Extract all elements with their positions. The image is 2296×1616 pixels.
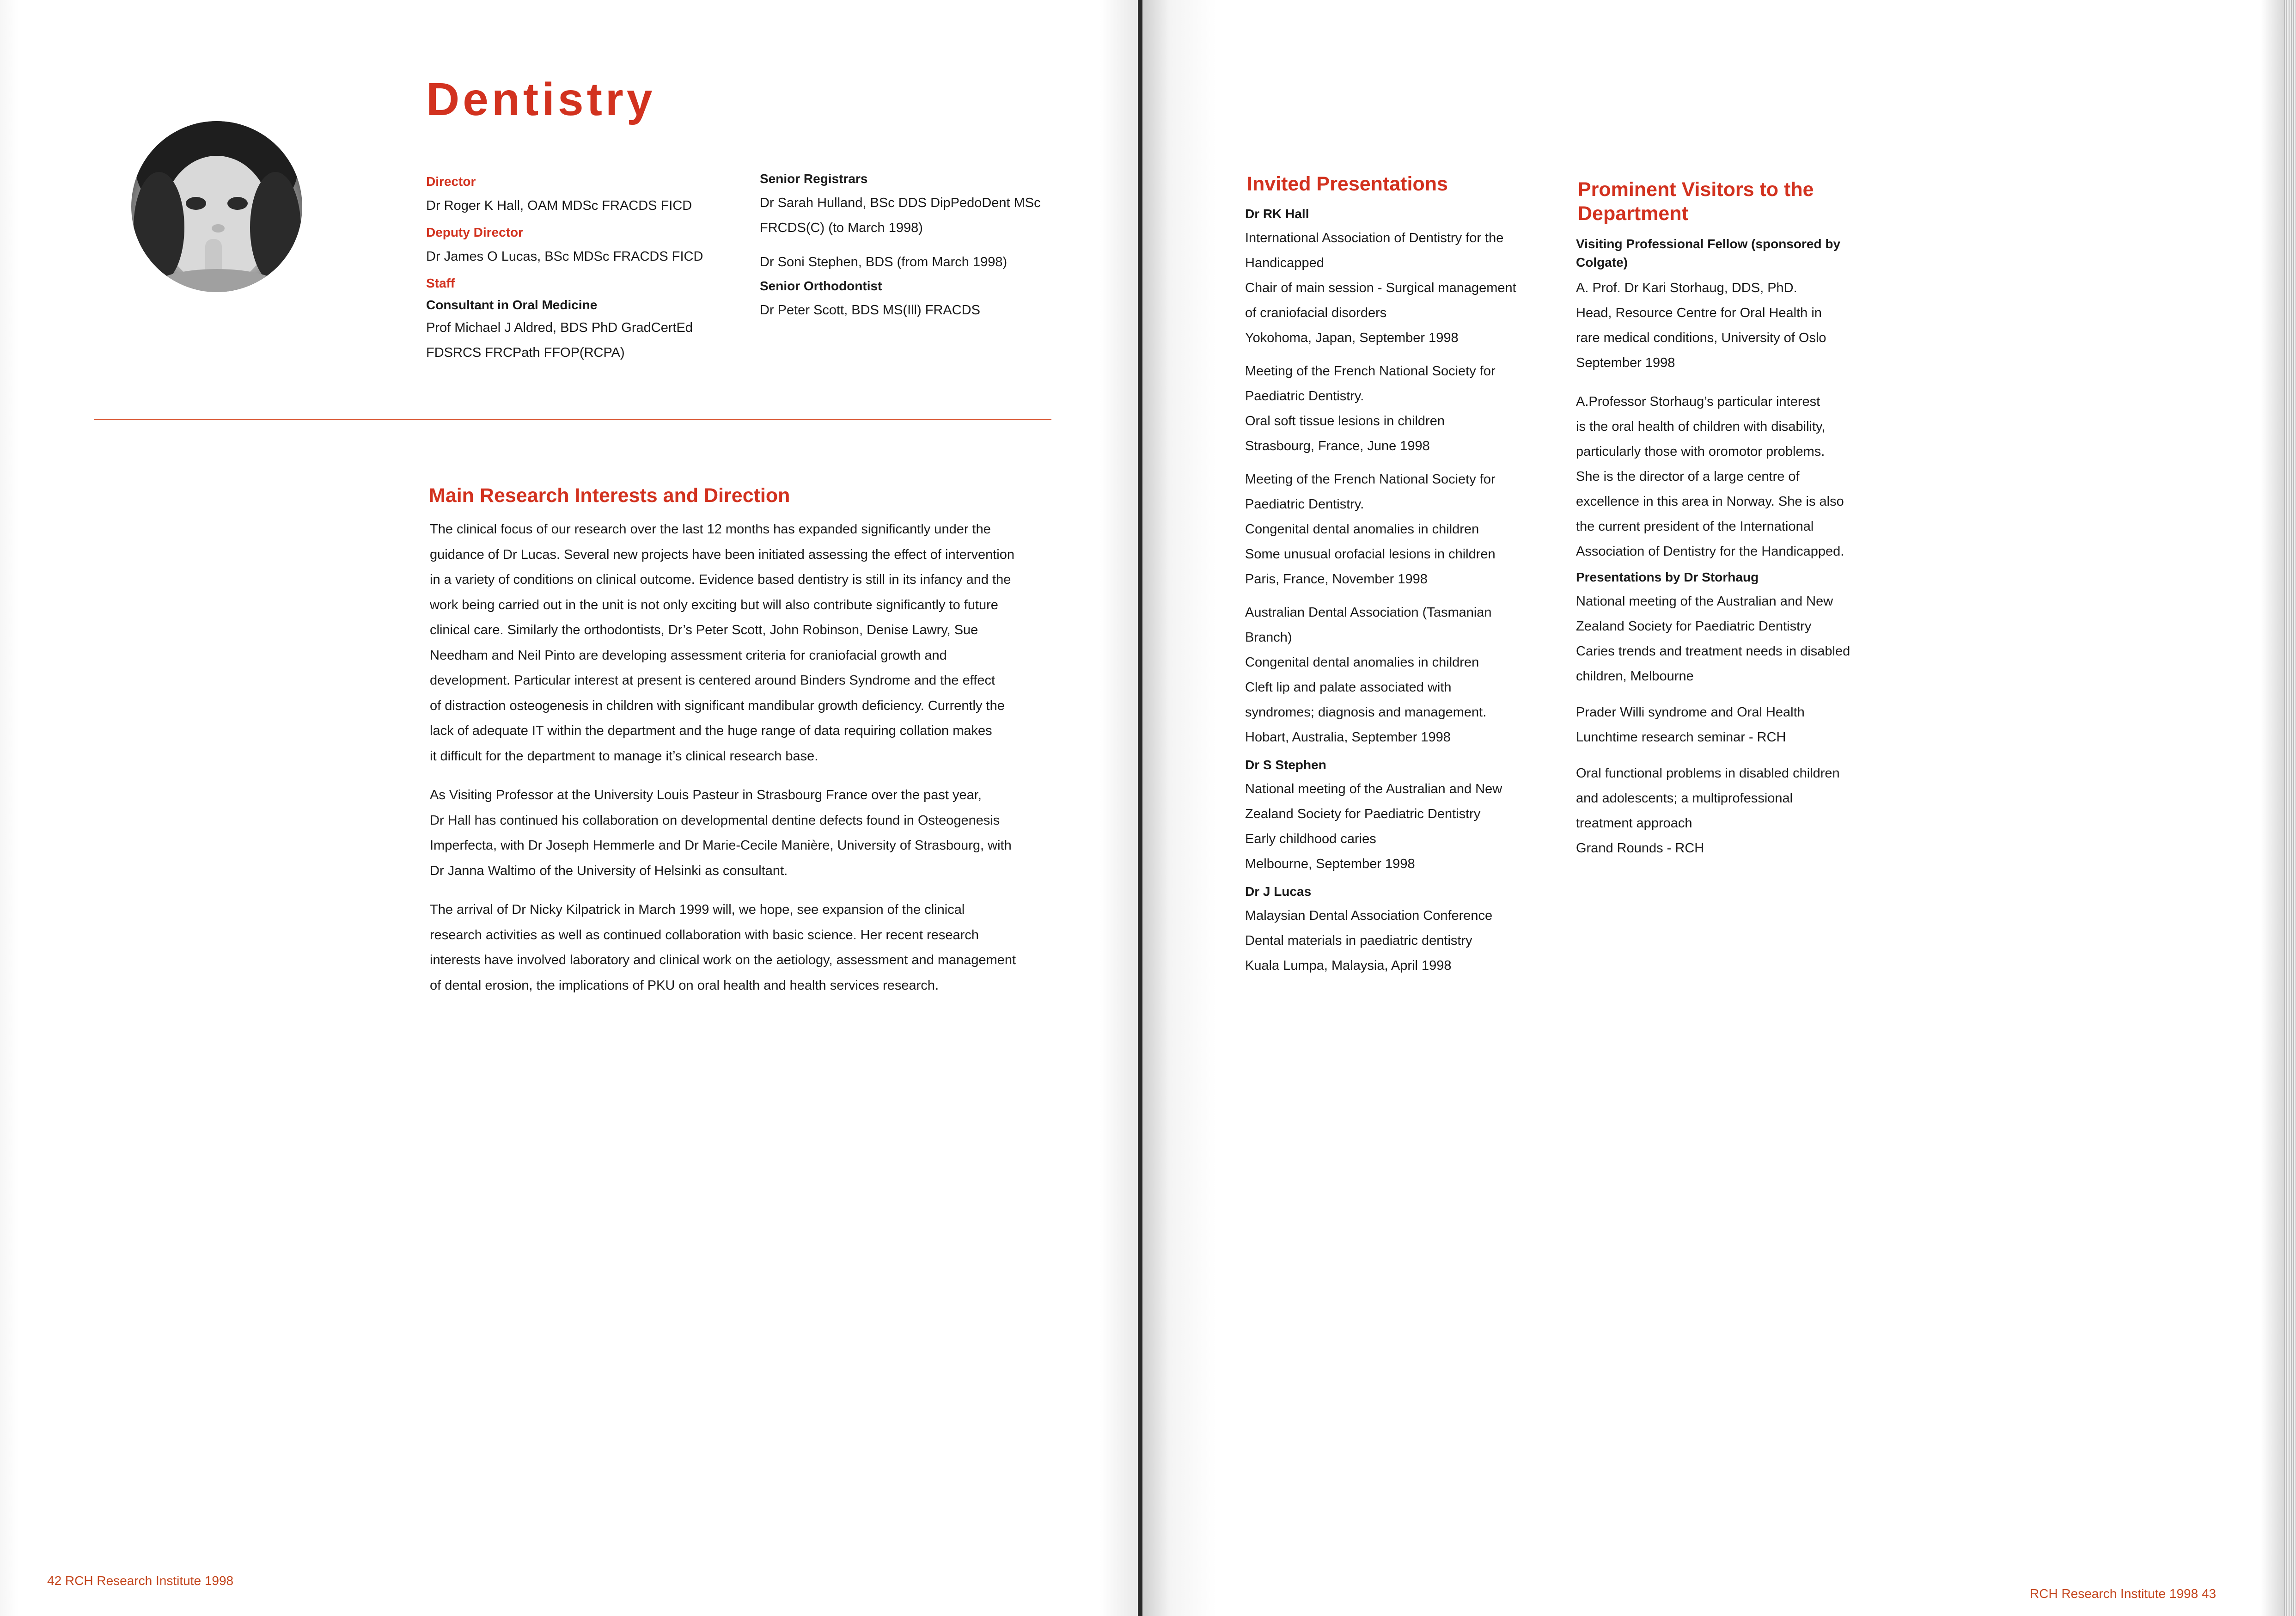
paragraph-line: The arrival of Dr Nicky Kilpatrick in March 1999 will, we hope, see expansion of the clinical bbox=[430, 902, 965, 917]
paragraph-line: interests have involved laboratory and clinical work on the aetiology, assessment and management bbox=[430, 953, 1016, 967]
director-name: Dr Roger K Hall, OAM MDSc FRACDS FICD bbox=[426, 198, 692, 213]
paragraph-line: Needham and Neil Pinto are developing assessment criteria for craniofacial growth and bbox=[430, 648, 947, 663]
presentation-line: Dental materials in paediatric dentistry bbox=[1245, 933, 1472, 948]
research-heading: Main Research Interests and Direction bbox=[429, 484, 790, 507]
invited-presentations-list bbox=[1245, 202, 1559, 978]
presentation-line: Paris, France, November 1998 bbox=[1245, 572, 1428, 587]
presentation-line: Paediatric Dentistry. bbox=[1245, 497, 1364, 512]
visitor-line: is the oral health of children with disability, bbox=[1576, 419, 1826, 434]
visitor-line: treatment approach bbox=[1576, 816, 1692, 831]
child-portrait-image bbox=[131, 121, 302, 292]
left-page bbox=[0, 0, 1138, 1616]
paragraph-line: Dr Janna Waltimo of the University of Helsinki as consultant. bbox=[430, 863, 788, 878]
visitor-line: Zealand Society for Paediatric Dentistry bbox=[1576, 619, 1812, 634]
heading-line: Prominent Visitors to the bbox=[1578, 178, 1814, 201]
presentation-line: Congenital dental anomalies in children bbox=[1245, 655, 1479, 670]
consultant-line: Prof Michael J Aldred, BDS PhD GradCertEd bbox=[426, 320, 693, 335]
book-gutter bbox=[1138, 0, 1142, 1616]
paragraph-line: research activities as well as continued collaboration with basic science. Her recent research bbox=[430, 927, 979, 943]
staff-column-right bbox=[760, 167, 1093, 323]
page-footer-left: 42 RCH Research Institute 1998 bbox=[47, 1573, 234, 1588]
section-divider bbox=[94, 419, 1051, 420]
research-body bbox=[430, 517, 1049, 998]
visitor-line: rare medical conditions, University of Oslo bbox=[1576, 331, 1826, 345]
visitor-line: A. Prof. Dr Kari Storhaug, DDS, PhD. bbox=[1576, 281, 1797, 295]
presentation-line: of craniofacial disorders bbox=[1245, 306, 1387, 320]
visitor-line: September 1998 bbox=[1576, 355, 1675, 370]
paragraph-line: development. Particular interest at present is centered around Binders Syndrome and the effect bbox=[430, 673, 995, 688]
visitor-line: A.Professor Storhaug’s particular interest bbox=[1576, 394, 1820, 409]
heading-line: Department bbox=[1578, 202, 1688, 225]
presentation-line: International Association of Dentistry for the bbox=[1245, 231, 1504, 245]
presentation-line: National meeting of the Australian and New bbox=[1245, 782, 1502, 796]
paragraph-line: Dr Hall has continued his collaboration on developmental dentine defects found in Osteogenesis bbox=[430, 813, 1000, 828]
presenter-label: Dr RK Hall bbox=[1245, 207, 1309, 221]
presentation-line: Chair of main session - Surgical management bbox=[1245, 281, 1516, 295]
senior-registrar-line: Dr Soni Stephen, BDS (from March 1998) bbox=[760, 255, 1008, 269]
presentation-line: syndromes; diagnosis and management. bbox=[1245, 705, 1487, 720]
visitor-line: Head, Resource Centre for Oral Health in bbox=[1576, 306, 1822, 320]
senior-orthodontist-label: Senior Orthodontist bbox=[760, 279, 882, 293]
staff-label: Staff bbox=[426, 276, 455, 290]
presentation-line: Congenital dental anomalies in children bbox=[1245, 522, 1479, 537]
visitor-line: Lunchtime research seminar - RCH bbox=[1576, 730, 1786, 745]
visitor-line: particularly those with oromotor problems. bbox=[1576, 444, 1825, 459]
consultant-label: Consultant in Oral Medicine bbox=[426, 298, 598, 312]
visitor-line: National meeting of the Australian and New bbox=[1576, 594, 1833, 609]
visitor-line: She is the director of a large centre of bbox=[1576, 469, 1800, 484]
presentation-line: Cleft lip and palate associated with bbox=[1245, 680, 1452, 695]
senior-registrar-line: FRCDS(C) (to March 1998) bbox=[760, 220, 923, 235]
paragraph-line: it difficult for the department to manage it’s clinical research base. bbox=[430, 748, 818, 764]
visitor-line: Caries trends and treatment needs in disabled bbox=[1576, 644, 1850, 659]
presentation-line: Meeting of the French National Society for bbox=[1245, 364, 1496, 379]
paragraph-line: of distraction osteogenesis in children with significant mandibular growth deficiency. Currently the bbox=[430, 698, 1005, 713]
senior-orthodontist-name: Dr Peter Scott, BDS MS(Ill) FRACDS bbox=[760, 303, 980, 318]
paragraph-line: Imperfecta, with Dr Joseph Hemmerle and Dr Marie-Cecile Manière, University of Strasbourg, with bbox=[430, 838, 1012, 853]
paragraph-line: guidance of Dr Lucas. Several new projects have been initiated assessing the effect of intervention bbox=[430, 547, 1014, 562]
presentation-line: Some unusual orofacial lesions in children bbox=[1245, 547, 1496, 562]
prominent-visitors-list bbox=[1576, 235, 1899, 861]
presentation-line: Handicapped bbox=[1245, 256, 1324, 270]
deputy-director-name: Dr James O Lucas, BSc MDSc FRACDS FICD bbox=[426, 249, 703, 264]
right-page bbox=[1142, 0, 2284, 1616]
director-label: Director bbox=[426, 174, 476, 189]
paragraph-line: clinical care. Similarly the orthodontists, Dr’s Peter Scott, John Robinson, Denise Lawry, Sue bbox=[430, 623, 978, 637]
staff-column-left bbox=[426, 170, 750, 365]
consultant-line: FDSRCS FRCPath FFOP(RCPA) bbox=[426, 345, 625, 360]
visitor-line: Association of Dentistry for the Handicapped. bbox=[1576, 544, 1844, 559]
storhaug-presentations-label: Presentations by Dr Storhaug bbox=[1576, 570, 1759, 584]
presentation-line: Malaysian Dental Association Conference bbox=[1245, 908, 1493, 923]
senior-registrars-label: Senior Registrars bbox=[760, 171, 868, 186]
prominent-visitors-heading bbox=[1578, 178, 1874, 226]
visitor-line: and adolescents; a multiprofessional bbox=[1576, 791, 1793, 806]
presentation-line: Kuala Lumpa, Malaysia, April 1998 bbox=[1245, 958, 1452, 973]
presentation-line: Meeting of the French National Society for bbox=[1245, 472, 1496, 487]
presenter-label: Dr J Lucas bbox=[1245, 884, 1312, 899]
visitor-line: children, Melbourne bbox=[1576, 669, 1694, 684]
presentation-line: Hobart, Australia, September 1998 bbox=[1245, 730, 1451, 745]
presentation-line: Strasbourg, France, June 1998 bbox=[1245, 439, 1430, 453]
visitor-line: excellence in this area in Norway. She is also bbox=[1576, 494, 1844, 509]
paragraph-line: The clinical focus of our research over the last 12 months has expanded significantly under the bbox=[430, 522, 991, 537]
fellow-label: Visiting Professional Fellow (sponsored by bbox=[1576, 237, 1841, 251]
visitor-line: Oral functional problems in disabled children bbox=[1576, 766, 1840, 781]
deputy-director-label: Deputy Director bbox=[426, 225, 524, 239]
presentation-line: Zealand Society for Paediatric Dentistry bbox=[1245, 807, 1481, 821]
visitor-line: Grand Rounds - RCH bbox=[1576, 841, 1704, 856]
paragraph-line: of dental erosion, the implications of PKU on oral health and health services research. bbox=[430, 978, 939, 993]
invited-presentations-heading: Invited Presentations bbox=[1247, 173, 1448, 195]
paragraph-line: work being carried out in the unit is not only exciting but will also contribute significantly to future bbox=[430, 597, 998, 612]
paragraph-line: lack of adequate IT within the department and the huge range of data requiring collation makes bbox=[430, 723, 992, 738]
paragraph-line: As Visiting Professor at the University Louis Pasteur in Strasbourg France over the past year, bbox=[430, 788, 982, 802]
presentation-line: Oral soft tissue lesions in children bbox=[1245, 414, 1445, 428]
presentation-line: Australian Dental Association (Tasmanian bbox=[1245, 605, 1492, 620]
page-title: Dentistry bbox=[426, 73, 656, 125]
visitor-line: the current president of the International bbox=[1576, 519, 1814, 534]
presenter-label: Dr S Stephen bbox=[1245, 758, 1326, 772]
visitor-line: Prader Willi syndrome and Oral Health bbox=[1576, 705, 1805, 720]
presentation-line: Melbourne, September 1998 bbox=[1245, 857, 1415, 871]
page-footer-right: RCH Research Institute 1998 43 bbox=[2030, 1586, 2217, 1601]
page-stack-edge bbox=[2284, 0, 2296, 1616]
paragraph-line: in a variety of conditions on clinical outcome. Evidence based dentistry is still in its infancy and the bbox=[430, 572, 1011, 587]
senior-registrar-line: Dr Sarah Hulland, BSc DDS DipPedoDent MSc bbox=[760, 196, 1041, 210]
presentation-line: Paediatric Dentistry. bbox=[1245, 389, 1364, 404]
child-portrait-photo bbox=[131, 121, 302, 292]
presentation-line: Early childhood caries bbox=[1245, 832, 1376, 846]
presentation-line: Branch) bbox=[1245, 630, 1292, 645]
presentation-line: Yokohoma, Japan, September 1998 bbox=[1245, 331, 1459, 345]
fellow-label: Colgate) bbox=[1576, 255, 1628, 269]
